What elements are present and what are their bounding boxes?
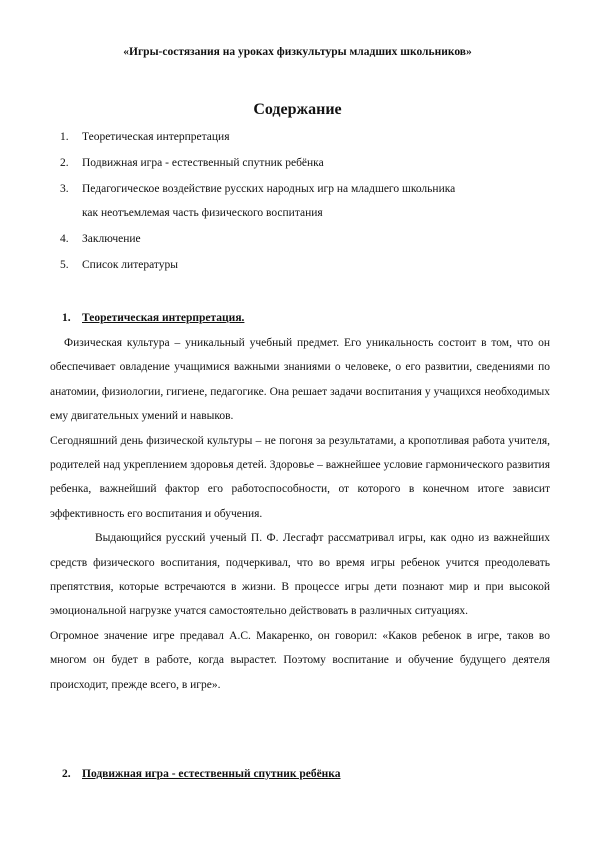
toc-item-number: 2.: [60, 157, 69, 169]
section-title: Подвижная игра - естественный спутник ребёнка: [82, 768, 341, 780]
section-1-body: [50, 331, 550, 697]
toc-item-text: Список литературы: [82, 259, 178, 271]
toc-item-number: 1.: [60, 131, 69, 143]
toc-item-text-line2: как неотъемлемая часть физического воспитания: [82, 207, 323, 219]
section-heading-2: [62, 768, 341, 780]
paragraph: Выдающийся русский ученый П. Ф. Лесгафт рассматривал игры, как одно из важнейших средств физического воспитания, подчеркивал, что во время игры ребенок учится преодолевать препятствия, которые встречаются в жизни. В процессе игры дети познают мир и при высокой эмоциональной нагрузке учатся самостоятельно действовать в различных ситуациях.: [50, 532, 550, 618]
toc-item-number: 4.: [60, 233, 69, 245]
paragraph: Огромное значение игре предавал А.С. Макаренко, он говорил: «Каков ребенок в игре, таков во многом он будет в работе, когда вырастет. Поэтому воспитание и обучение будущего деятеля происходит, прежде всего, в игре».: [50, 629, 550, 691]
toc-item: [60, 182, 560, 221]
paragraph: Сегодняшний день физической культуры – не погоня за результатами, а кропотливая работа учителя, родителей над укреплением здоровья детей. Здоровье – важнейшее условие гармонического развития ребенка, важнейший фактор его работоспособности, от которого в конечном итоге зависит эффективность его воспитания и обучения.: [50, 434, 550, 520]
document-header: «Игры-состязания на уроках физкультуры младших школьников»: [123, 46, 472, 58]
toc-item: [60, 130, 560, 145]
toc-item: [60, 258, 560, 273]
table-of-contents: [60, 130, 560, 273]
toc-item-text: Теоретическая интерпретация: [82, 131, 230, 143]
toc-item-number: 3.: [60, 183, 69, 195]
section-title: Теоретическая интерпретация.: [82, 312, 245, 324]
toc-item: [60, 156, 560, 171]
toc-item-text: Заключение: [82, 233, 141, 245]
section-number: 1.: [62, 312, 71, 324]
toc-item: [60, 232, 560, 247]
toc-item-text: Подвижная игра - естественный спутник ребёнка: [82, 157, 324, 169]
paragraph: Физическая культура – уникальный учебный предмет. Его уникальность состоит в том, что он обеспечивает овладение учащимися важными знаниями о человеке, о его развитии, сведениями по анатомии, физиологии, гигиене, педагогике. Она решает задачи воспитания у учащихся необходимых ему двигательных умений и навыков.: [50, 337, 550, 423]
toc-item-text-line1: Педагогическое воздействие русских народных игр на младшего школьника: [82, 183, 456, 195]
toc-item-number: 5.: [60, 259, 69, 271]
section-heading-1: [62, 312, 244, 324]
toc-item-text: [82, 182, 560, 221]
toc-title: Содержание: [253, 101, 342, 118]
section-number: 2.: [62, 768, 71, 780]
